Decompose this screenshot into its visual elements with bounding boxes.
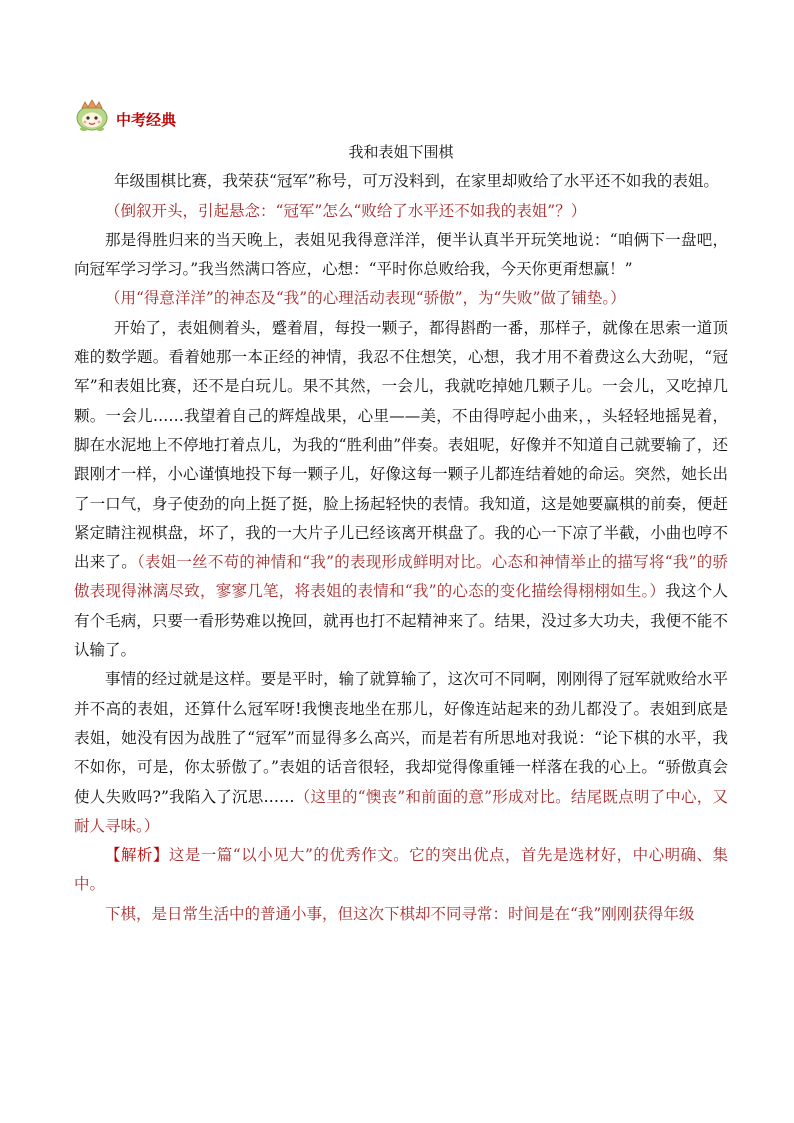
paragraph-2: 那是得胜归来的当天晚上，表姐见我得意洋洋，便半认真半开玩笑地说：“咱俩下一盘吧，向冠军学习学习。”我当然满口答应，心想：“平时你总败给我，今天你更甭想赢！” [74, 230, 728, 279]
essay-content [74, 138, 728, 929]
paragraph-3 [74, 314, 728, 666]
annotation-2: （用“得意洋洋”的神态及“我”的心理活动表现“骄傲”，为“失败”做了铺垫。） [105, 289, 626, 308]
annotation-4: （这里的“懊丧”和前面的意”形成对比。结尾既点明了中心，又耐人寻味。） [74, 787, 728, 835]
section-header [72, 96, 176, 132]
paragraph-1: 年级围棋比赛，我荣获“冠军”称号，可万没料到，在家里却败给了水平还不如我的表姐。 [114, 172, 719, 191]
annotation-1: （倒叙开头，引起悬念：“冠军”怎么“败给了水平还不如我的表姐”？） [105, 201, 587, 220]
annotation-3: （表姐一丝不苟的神情和“我”的表现形成鲜明对比。心态和神情举止的描写将“我”的骄傲表现得淋漓尽致，寥寥几笔，将表姐的表情和“我”的心态的变化描绘得栩栩如生。） [74, 553, 728, 601]
analysis-text: 这是一篇“以小见大”的优秀作文。它的突出优点，首先是选材好，中心明确、集中。 [74, 846, 728, 894]
analysis-label: 【解析】 [105, 846, 169, 865]
cartoon-dinosaur-logo-icon [72, 96, 112, 132]
analysis-paragraph [74, 841, 728, 900]
paragraph-3-text: 开始了，表姐侧着头，蹙着眉，每投一颗子，都得斟酌一番，那样子，就像在思索一道顶难的数学题。看着她那一本正经的神情，我忍不住想笑，心想，我才用不着费这么大劲呢，“冠军”和表姐比赛，还不是白玩儿。果不其然，一会儿，我就吃掉她几颗子儿。一会儿，又吃掉几颗。一会儿……我望着自己的辉煌战果，心里——美，不由得哼起小曲来，，头轻轻地摇晃着，脚在水泥地上不停地打着点儿，为我的“胜利曲”伴奏。表姐呢，好像并不知道自己就要输了，还跟刚才一样，小心谨慎地投下每一颗子儿，好像这每一颗子儿都连结着她的命运。突然，她长出了一口气，身子使劲的向上挺了挺，脸上扬起轻快的表情。我知道，这是她要赢棋的前奏，便赶紧定睛注视棋盘，坏了，我的一大片子儿已经该离开棋盘了。我的心一下凉了半截，小曲也哼不出来了。 [74, 318, 728, 572]
paragraph-4-text: 事情的经过就是这样。要是平时，输了就算输了，这次可不同啊，刚刚得了冠军就败给水平并不高的表姐，还算什么冠军呀!我懊丧地坐在那儿，好像连站起来的劲儿都没了。表姐到底是表姐，她没有因为战胜了“冠军”而显得多么高兴，而是若有所思地对我说：“论下棋的水平，我不如你，可是，你太骄傲了。”表姐的话音很轻，我却觉得像重锤一样落在我的心上。“骄傲真会使人失败吗?”我陷入了沉思…… [74, 670, 728, 806]
paragraph-5: 下棋，是日常生活中的普通小事，但这次下棋却不同寻常：时间是在“我”刚刚获得年级 [105, 904, 695, 923]
paragraph-3-ending: 我这个人有个毛病，只要一看形势难以挽回，就再也打不起精神来了。结果，没过多大功夫，我便不能不认输了。 [74, 582, 728, 660]
section-label: 中考经典 [116, 110, 177, 129]
paragraph-4 [74, 665, 728, 841]
essay-title: 我和表姐下围棋 [348, 143, 454, 161]
